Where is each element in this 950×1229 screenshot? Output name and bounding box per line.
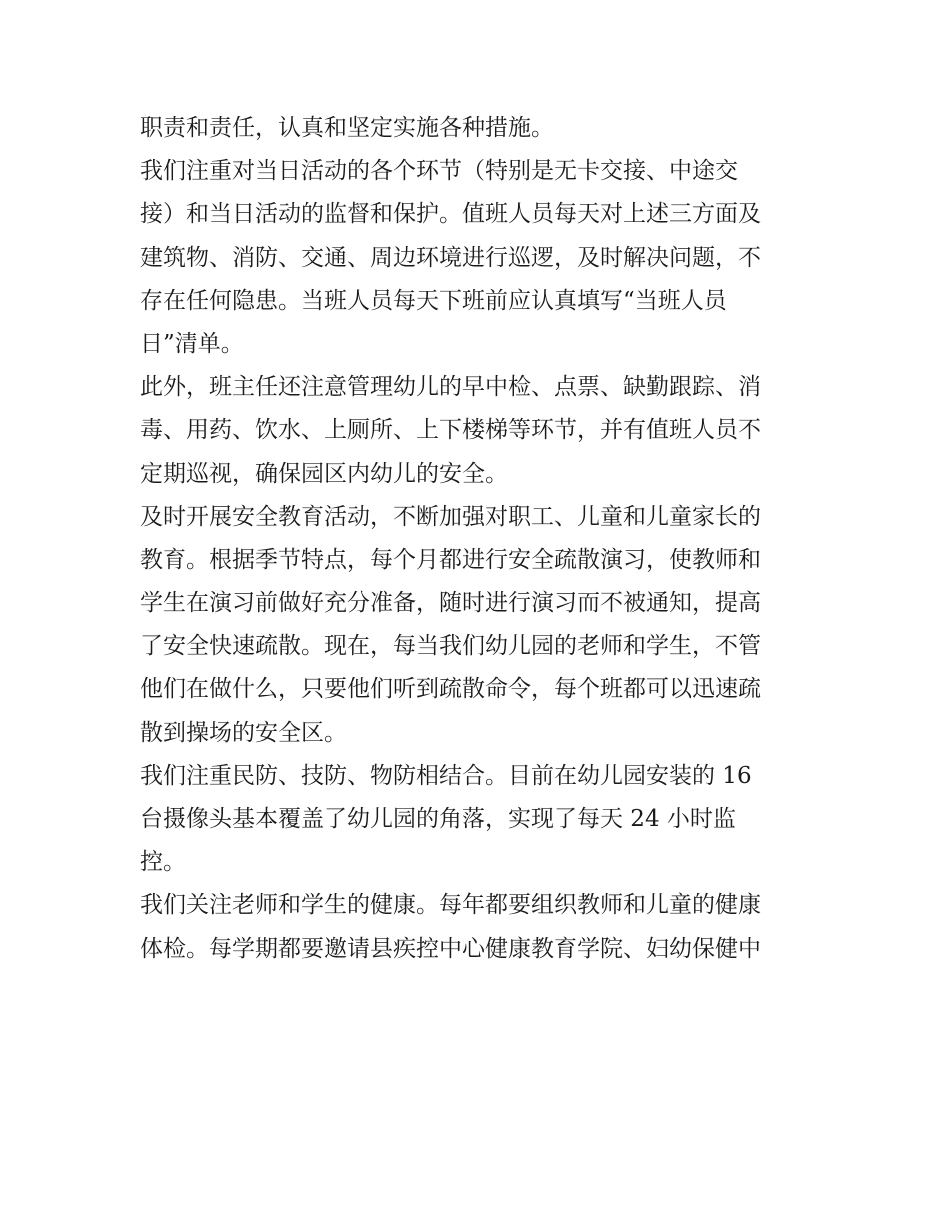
text-line: 职责和责任，认真和坚定实施各种措施。 — [140, 115, 554, 141]
text-line: 接）和当日活动的监督和保护。值班人员每天对上述三方面及 — [140, 201, 761, 228]
text-line: 及时开展安全教育活动，不断加强对职工、儿童和儿童家长的 — [140, 503, 761, 530]
text-line: 建筑物、消防、交通、周边环境进行巡逻，及时解决问题，不 — [140, 244, 761, 271]
text-line: 体检。每学期都要邀请县疾控中心健康教育学院、妇幼保健中 — [140, 935, 761, 962]
text-line: 我们注重民防、技防、物防相结合。目前在幼儿园安装的 16 — [140, 762, 752, 789]
text-line: 控。 — [140, 849, 186, 876]
text-line: 存在任何隐患。当班人员每天下班前应认真填写“当班人员 — [140, 287, 727, 314]
text-line: 此外，班主任还注意管理幼儿的早中检、点票、缺勤跟踪、消 — [140, 374, 761, 401]
document-body — [140, 107, 820, 971]
text-line: 教育。根据季节特点，每个月都进行安全疏散演习，使教师和 — [140, 546, 761, 573]
text-line: 学生在演习前做好充分准备，随时进行演习而不被通知，提高 — [140, 590, 761, 617]
text-line: 他们在做什么，只要他们听到疏散命令，每个班都可以迅速疏 — [140, 676, 761, 703]
text-line: 了安全快速疏散。现在，每当我们幼儿园的老师和学生，不管 — [140, 633, 761, 660]
text-line: 毒、用药、饮水、上厕所、上下楼梯等环节，并有值班人员不 — [140, 417, 761, 444]
text-line: 我们关注老师和学生的健康。每年都要组织教师和儿童的健康 — [140, 892, 761, 919]
text-line: 散到操场的安全区。 — [140, 719, 347, 746]
text-line: 定期巡视，确保园区内幼儿的安全。 — [140, 460, 508, 487]
text-line: 我们注重对当日活动的各个环节（特别是无卡交接、中途交 — [140, 158, 738, 185]
text-line: 日”清单。 — [140, 330, 244, 357]
text-line: 台摄像头基本覆盖了幼儿园的角落，实现了每天 24 小时监 — [140, 806, 736, 832]
